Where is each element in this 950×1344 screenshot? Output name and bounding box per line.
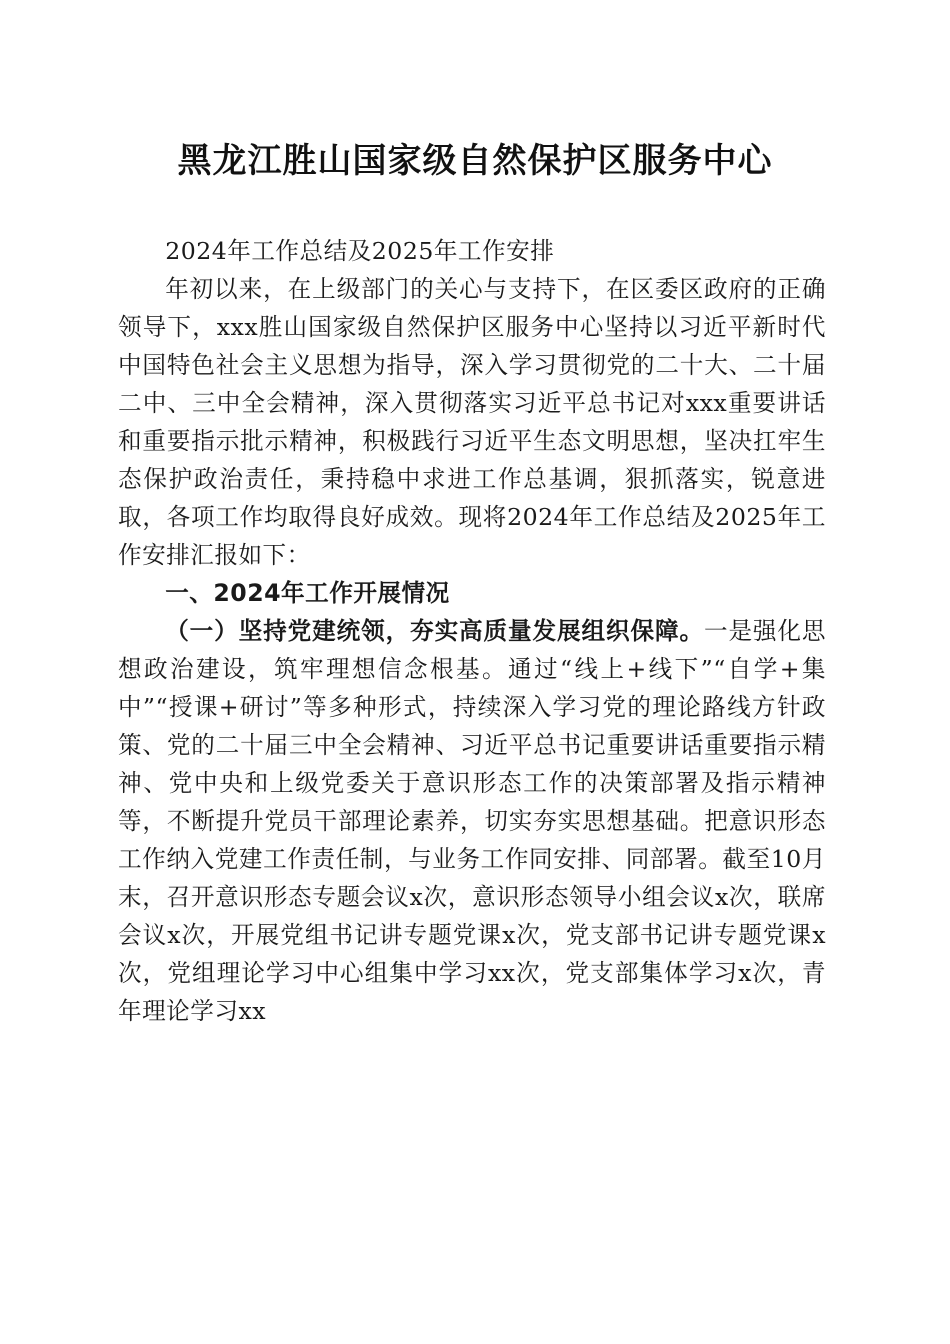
document-body xyxy=(118,232,826,1030)
section1-paragraph xyxy=(118,612,826,1030)
document-subtitle: 2024年工作总结及2025年工作安排 xyxy=(165,237,555,265)
section-heading: 一、2024年工作开展情况 xyxy=(165,579,450,607)
document-title: 黑龙江胜山国家级自然保护区服务中心 xyxy=(177,141,773,181)
section1-lead: （一）坚持党建统领，夯实高质量发展组织保障。 xyxy=(165,617,704,645)
intro-paragraph: 年初以来，在上级部门的关心与支持下，在区委区政府的正确领导下，xxx胜山国家级自然保护区服务中心坚持以习近平新时代中国特色社会主义思想为指导，深入学习贯彻党的二十大、二十届二中、三中全会精神，深入贯彻落实习近平总书记对xxx重要讲话和重要指示批示精神，积极践行习近平生态文明思想，坚决扛牢生态保护政治责任，秉持稳中求进工作总基调，狠抓落实，锐意进取，各项工作均取得良好成效。现将2024年工作总结及2025年工作安排汇报如下： xyxy=(118,275,826,569)
section1-body: 一是强化思想政治建设，筑牢理想信念根基。通过“线上+线下”“自学+集中”“授课+研讨”等多种形式，持续深入学习党的理论路线方针政策、党的二十届三中全会精神、习近平总书记重要讲话重要指示精神、党中央和上级党委关于意识形态工作的决策部署及指示精神等，不断提升党员干部理论素养，切实夯实思想基础。把意识形态工作纳入党建工作责任制，与业务工作同安排、同部署。截至10月末，召开意识形态专题会议x次，意识形态领导小组会议x次，联席会议x次，开展党组书记讲专题党课x次，党支部书记讲专题党课x次，党组理论学习中心组集中学习xx次，党支部集体学习x次，青年理论学习xx xyxy=(118,617,827,1025)
